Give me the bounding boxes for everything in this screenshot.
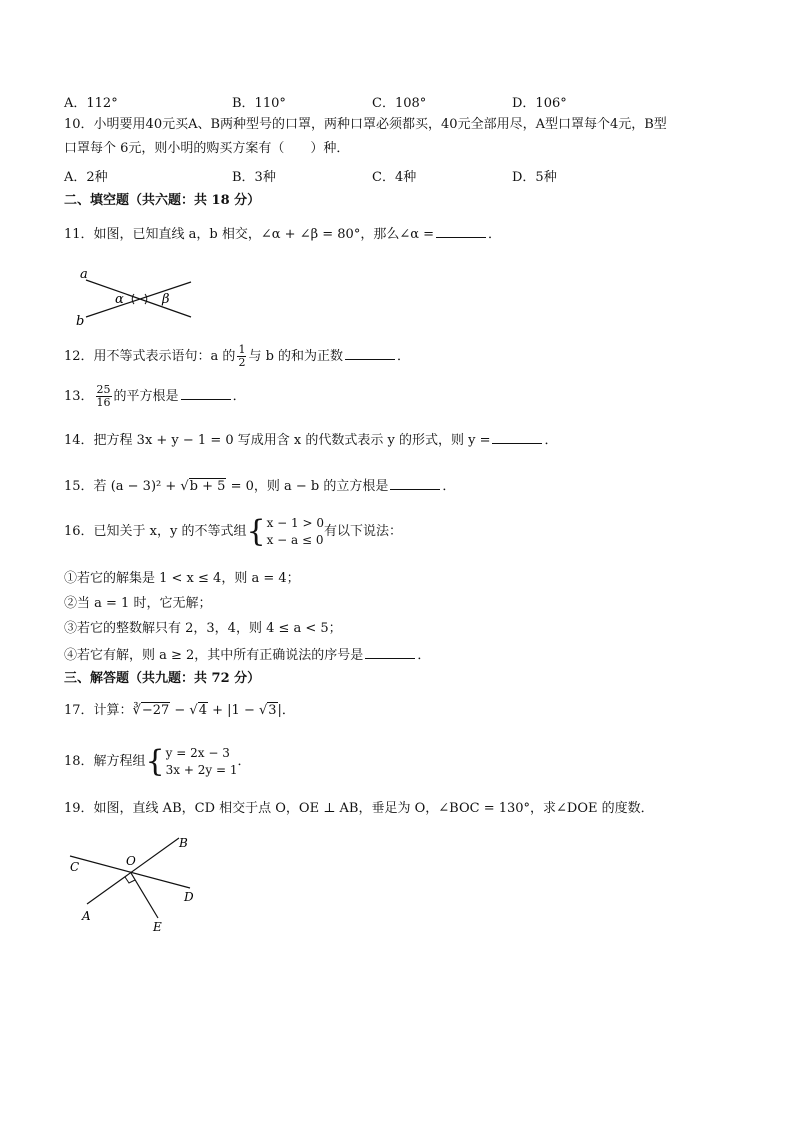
q15-radicand: b + 5 <box>189 479 226 494</box>
q13-text <box>64 384 246 410</box>
q13-answer-blank <box>181 386 231 400</box>
q11-figure <box>66 262 206 332</box>
q18-eq1: y = 2x − 3 <box>165 745 230 760</box>
q11-text <box>64 224 501 244</box>
q15-text <box>64 476 455 496</box>
q17-radicand-2: 4 <box>198 703 207 718</box>
q17-tail: + |1 − √ <box>208 703 268 718</box>
q15-expr1: (a − 3)² + √ <box>110 479 189 494</box>
q14-answer-blank <box>492 430 542 444</box>
q16-text <box>64 514 402 550</box>
alpha-arc <box>132 294 134 304</box>
q12-post: 与 b 的和为正数 <box>248 349 344 364</box>
q14-question: 14．把方程 3x + y − 1 = 0 写成用含 x 的代数式表示 y 的形式，则 y = <box>64 433 491 448</box>
q16-item-1: ①若它的解集是 1 < x ≤ 4，则 a = 4； <box>64 571 300 586</box>
q10-line1: 10．小明要用40元买A、B两种型号的口罩，两种口罩必须都买，40元全部用尽，A型口罩每个4元，B型 <box>64 117 667 132</box>
q16-eq1: x − 1 > 0 <box>266 515 324 530</box>
q10-option-a: A．2种 <box>64 170 108 185</box>
q16-post: 有以下说法： <box>323 524 402 539</box>
q18-pre: 18．解方程组 <box>64 754 146 769</box>
label-e: E <box>153 920 162 934</box>
q12-fraction <box>237 344 246 369</box>
q16-system <box>246 515 324 549</box>
q16-brace: { <box>246 513 266 549</box>
q19-figure <box>62 832 212 934</box>
q16-answer-blank <box>365 645 415 659</box>
beta-arc <box>145 294 147 304</box>
q13-end: ． <box>232 389 246 404</box>
q13-num: 25 <box>96 383 111 396</box>
q13-den: 16 <box>96 396 111 409</box>
q13-fraction <box>96 384 112 409</box>
q12-end: ． <box>397 349 411 364</box>
line-ab <box>87 838 179 904</box>
label-d: D <box>184 890 194 904</box>
q10-option-b: B．3种 <box>232 170 276 185</box>
q12-num: 1 <box>238 343 246 356</box>
label-alpha: α <box>115 292 124 307</box>
label-c: C <box>70 860 80 874</box>
q18-brace: { <box>145 743 165 779</box>
q18-text <box>64 744 250 780</box>
q9-option-d: D．106° <box>512 96 567 111</box>
q17-radicand-1: −27 <box>141 703 170 718</box>
q16-item-4 <box>64 645 430 665</box>
label-beta: β <box>162 292 170 307</box>
q9-option-a: A．112° <box>64 96 118 111</box>
section-3-heading: 三、解答题（共九题：共 72 分） <box>64 671 261 686</box>
section-2-heading: 二、填空题（共六题：共 18 分） <box>64 193 261 208</box>
q16-eq2: x − a ≤ 0 <box>266 532 324 547</box>
q10-option-c: C．4种 <box>372 170 417 185</box>
q14-text <box>64 430 558 450</box>
label-a: a <box>80 267 88 282</box>
q16-item-2: ②当 a = 1 时，它无解； <box>64 596 212 611</box>
q18-end: ． <box>237 754 251 769</box>
line-oe <box>131 873 158 918</box>
label-b: B <box>179 836 188 850</box>
q18-eq2: 3x + 2y = 1 <box>165 762 238 777</box>
q16-pre: 16．已知关于 x，y 的不等式组 <box>64 524 247 539</box>
q12-text <box>64 344 410 370</box>
label-o: O <box>126 854 136 868</box>
q13-post: 的平方根是 <box>113 389 179 404</box>
q17-end: |． <box>277 703 295 718</box>
q15-expr2: = 0，则 a − b 的立方根是 <box>230 479 389 494</box>
q9-option-c: C．108° <box>372 96 427 111</box>
label-a: A <box>82 909 91 923</box>
q18-system <box>146 745 238 779</box>
q12-pre: 12．用不等式表示语句：a 的 <box>64 349 236 364</box>
q16-item-3: ③若它的整数解只有 2，3，4，则 4 ≤ a < 5； <box>64 621 342 636</box>
q10-line2: 口罩每个 6元，则小明的购买方案有（ ）种． <box>64 141 350 156</box>
q11-end: ． <box>488 227 502 242</box>
q14-end: ． <box>544 433 558 448</box>
label-b: b <box>76 314 85 329</box>
q13-pre: 13． <box>64 389 94 404</box>
q17-text <box>64 702 295 720</box>
q11-question: 11．如图，已知直线 a，b 相交，∠α + ∠β = 80°，那么∠α = <box>64 227 435 242</box>
q16-last: ④若它有解，则 a ≥ 2，其中所有正确说法的序号是 <box>64 648 364 663</box>
q11-answer-blank <box>436 224 486 238</box>
q16-end: ． <box>417 648 431 663</box>
q15-answer-blank <box>390 476 440 490</box>
q12-den: 2 <box>238 356 246 369</box>
q15-end: ． <box>442 479 456 494</box>
q17-radicand-3: 3 <box>268 703 277 718</box>
q19-text: 19．如图，直线 AB，CD 相交于点 O，OE ⊥ AB，垂足为 O，∠BOC = 130°，求∠DOE 的度数． <box>64 801 654 816</box>
q17-pre: 17．计算：∛ <box>64 703 141 718</box>
q17-mid: − √ <box>170 703 198 718</box>
q10-option-d: D．5种 <box>512 170 557 185</box>
q9-option-b: B．110° <box>232 96 286 111</box>
q15-pre: 15．若 <box>64 479 107 494</box>
q12-answer-blank <box>345 346 395 360</box>
